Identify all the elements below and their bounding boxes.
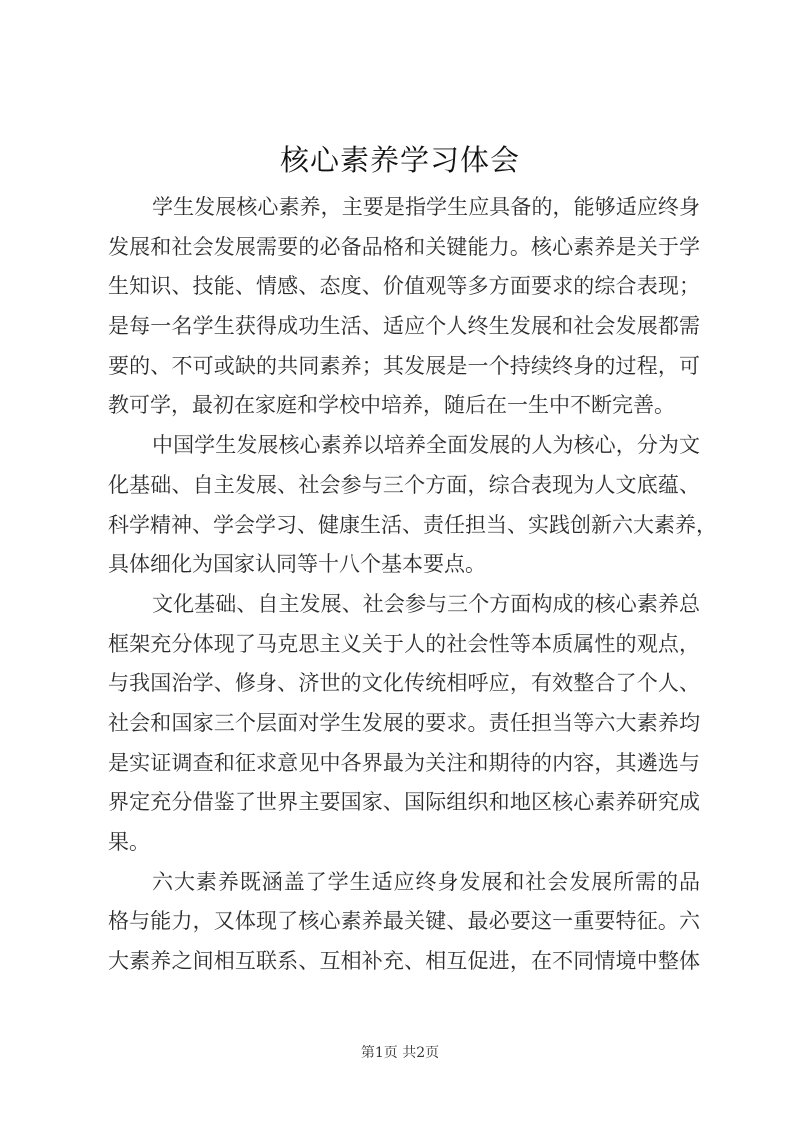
text-line: 科学精神、学会学习、健康生活、责任担当、实践创新六大素养， [108, 512, 717, 537]
text-line: 框架充分体现了马克思主义关于人的社会性等本质属性的观点， [108, 631, 700, 656]
text-line: 是实证调查和征求意见中各界最为关注和期待的内容，其遴选与 [108, 750, 700, 775]
text-line: 化基础、自主发展、社会参与三个方面，综合表现为人文底蕴、 [108, 472, 700, 497]
text-line: 界定充分借鉴了世界主要国家、国际组织和地区核心素养研究成 [108, 790, 700, 815]
text-line: 大素养之间相互联系、互相补充、相互促进，在不同情境中整体 [108, 949, 700, 974]
text-line: 格与能力，又体现了核心素养最关键、最必要这一重要特征。六 [108, 909, 700, 934]
text-line: 与我国治学、修身、济世的文化传统相呼应，有效整合了个人、 [108, 671, 700, 696]
text-line: 六大素养既涵盖了学生适应终身发展和社会发展所需的品 [152, 869, 700, 894]
text-line: 发展和社会发展需要的必备品格和关键能力。核心素养是关于学 [108, 234, 700, 259]
document-title: 核心素养学习体会 [279, 143, 520, 177]
text-line: 文化基础、自主发展、社会参与三个方面构成的核心素养总 [152, 591, 700, 616]
document-body [108, 188, 717, 982]
text-line: 学生发展核心素养，主要是指学生应具备的，能够适应终身 [152, 195, 700, 219]
page-footer: 第1页 共2页 [360, 1045, 440, 1061]
text-line: 要的、不可或缺的共同素养；其发展是一个持续终身的过程，可 [108, 353, 700, 378]
paragraph [108, 585, 700, 863]
paragraph [108, 863, 700, 982]
text-line: 果。 [108, 830, 150, 854]
paragraph [108, 426, 717, 585]
text-line: 中国学生发展核心素养以培养全面发展的人为核心，分为文 [152, 433, 700, 458]
text-line: 生知识、技能、情感、态度、价值观等多方面要求的综合表现； [108, 274, 700, 299]
text-line: 教可学，最初在家庭和学校中培养，随后在一生中不断完善。 [108, 393, 675, 418]
text-line: 是每一名学生获得成功生活、适应个人终生发展和社会发展都需 [108, 314, 700, 339]
paragraph [108, 188, 700, 426]
text-line: 社会和国家三个层面对学生发展的要求。责任担当等六大素养均 [108, 710, 700, 735]
text-line: 具体细化为国家认同等十八个基本要点。 [108, 552, 486, 577]
